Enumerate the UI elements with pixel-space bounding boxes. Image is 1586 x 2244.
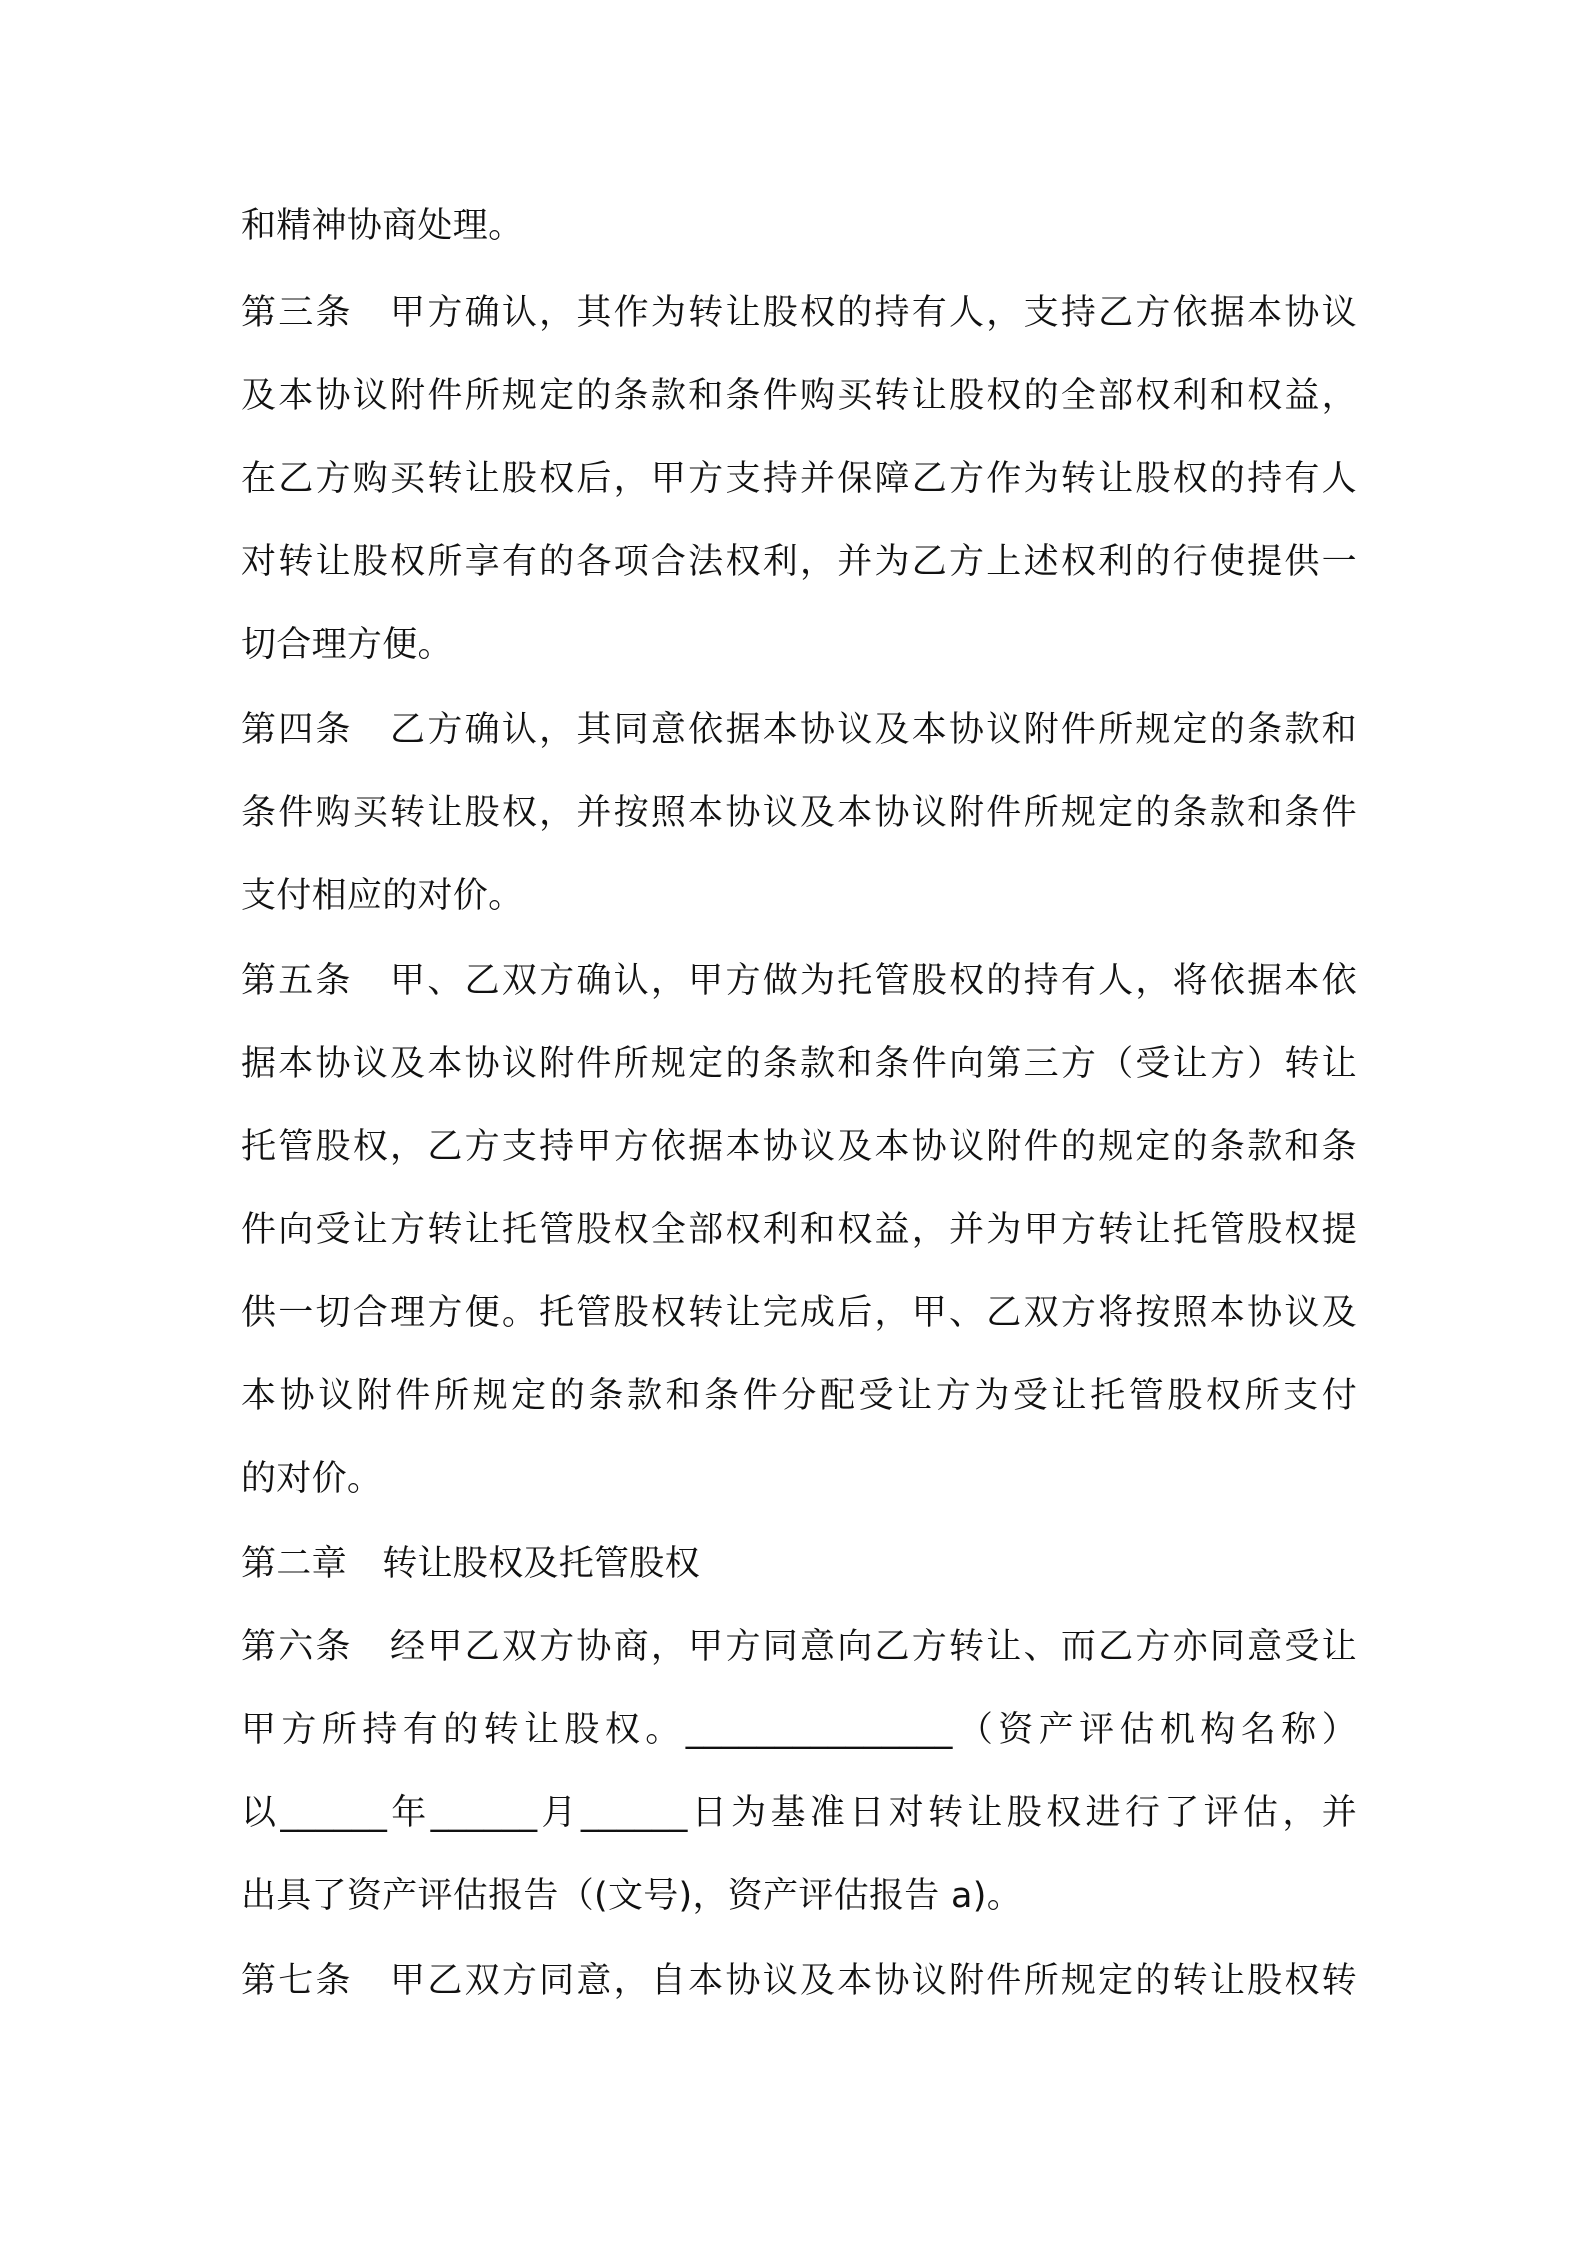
text-line: 的对价。 xyxy=(241,1459,383,1499)
text-line: 以______年______月______日为基准日对转让股权进行了评估，并 xyxy=(241,1793,1357,1833)
article-4-line-1: 第四条 乙方确认，其同意依据本协议及本协议附件所规定的条款和 xyxy=(241,710,1357,750)
text-line: 甲方所持有的转让股权。_______________（资产评估机构名称） xyxy=(241,1710,1357,1750)
article-5-line-1: 第五条 甲、乙双方确认，甲方做为托管股权的持有人，将依据本依 xyxy=(241,961,1357,1001)
text-line: 出具了资产评估报告（(文号)，资产评估报告 a)。 xyxy=(241,1876,1023,1916)
article-6-line-1: 第六条 经甲乙双方协商，甲方同意向乙方转让、而乙方亦同意受让 xyxy=(241,1627,1357,1667)
text-line: 托管股权，乙方支持甲方依据本协议及本协议附件的规定的条款和条 xyxy=(241,1127,1357,1167)
text-line: 和精神协商处理。 xyxy=(241,206,524,246)
text-line: 支付相应的对价。 xyxy=(241,876,524,916)
chapter-heading: 第二章 转让股权及托管股权 xyxy=(241,1544,700,1584)
text-line: 在乙方购买转让股权后，甲方支持并保障乙方作为转让股权的持有人 xyxy=(241,459,1357,499)
article-3-line-1: 第三条 甲方确认，其作为转让股权的持有人，支持乙方依据本协议 xyxy=(241,293,1357,333)
text-line: 件向受让方转让托管股权全部权利和权益，并为甲方转让托管股权提 xyxy=(241,1210,1357,1250)
text-line: 及本协议附件所规定的条款和条件购买转让股权的全部权利和权益， xyxy=(241,376,1357,416)
text-line: 切合理方便。 xyxy=(241,625,453,665)
article-7-line-1: 第七条 甲乙双方同意，自本协议及本协议附件所规定的转让股权转 xyxy=(241,1961,1357,2001)
text-line: 本协议附件所规定的条款和条件分配受让方为受让托管股权所支付 xyxy=(241,1376,1357,1416)
text-line: 据本协议及本协议附件所规定的条款和条件向第三方（受让方）转让 xyxy=(241,1044,1357,1084)
text-line: 供一切合理方便。托管股权转让完成后，甲、乙双方将按照本协议及 xyxy=(241,1293,1357,1333)
text-line: 对转让股权所享有的各项合法权利，并为乙方上述权利的行使提供一 xyxy=(241,542,1357,582)
text-line: 条件购买转让股权，并按照本协议及本协议附件所规定的条款和条件 xyxy=(241,793,1357,833)
